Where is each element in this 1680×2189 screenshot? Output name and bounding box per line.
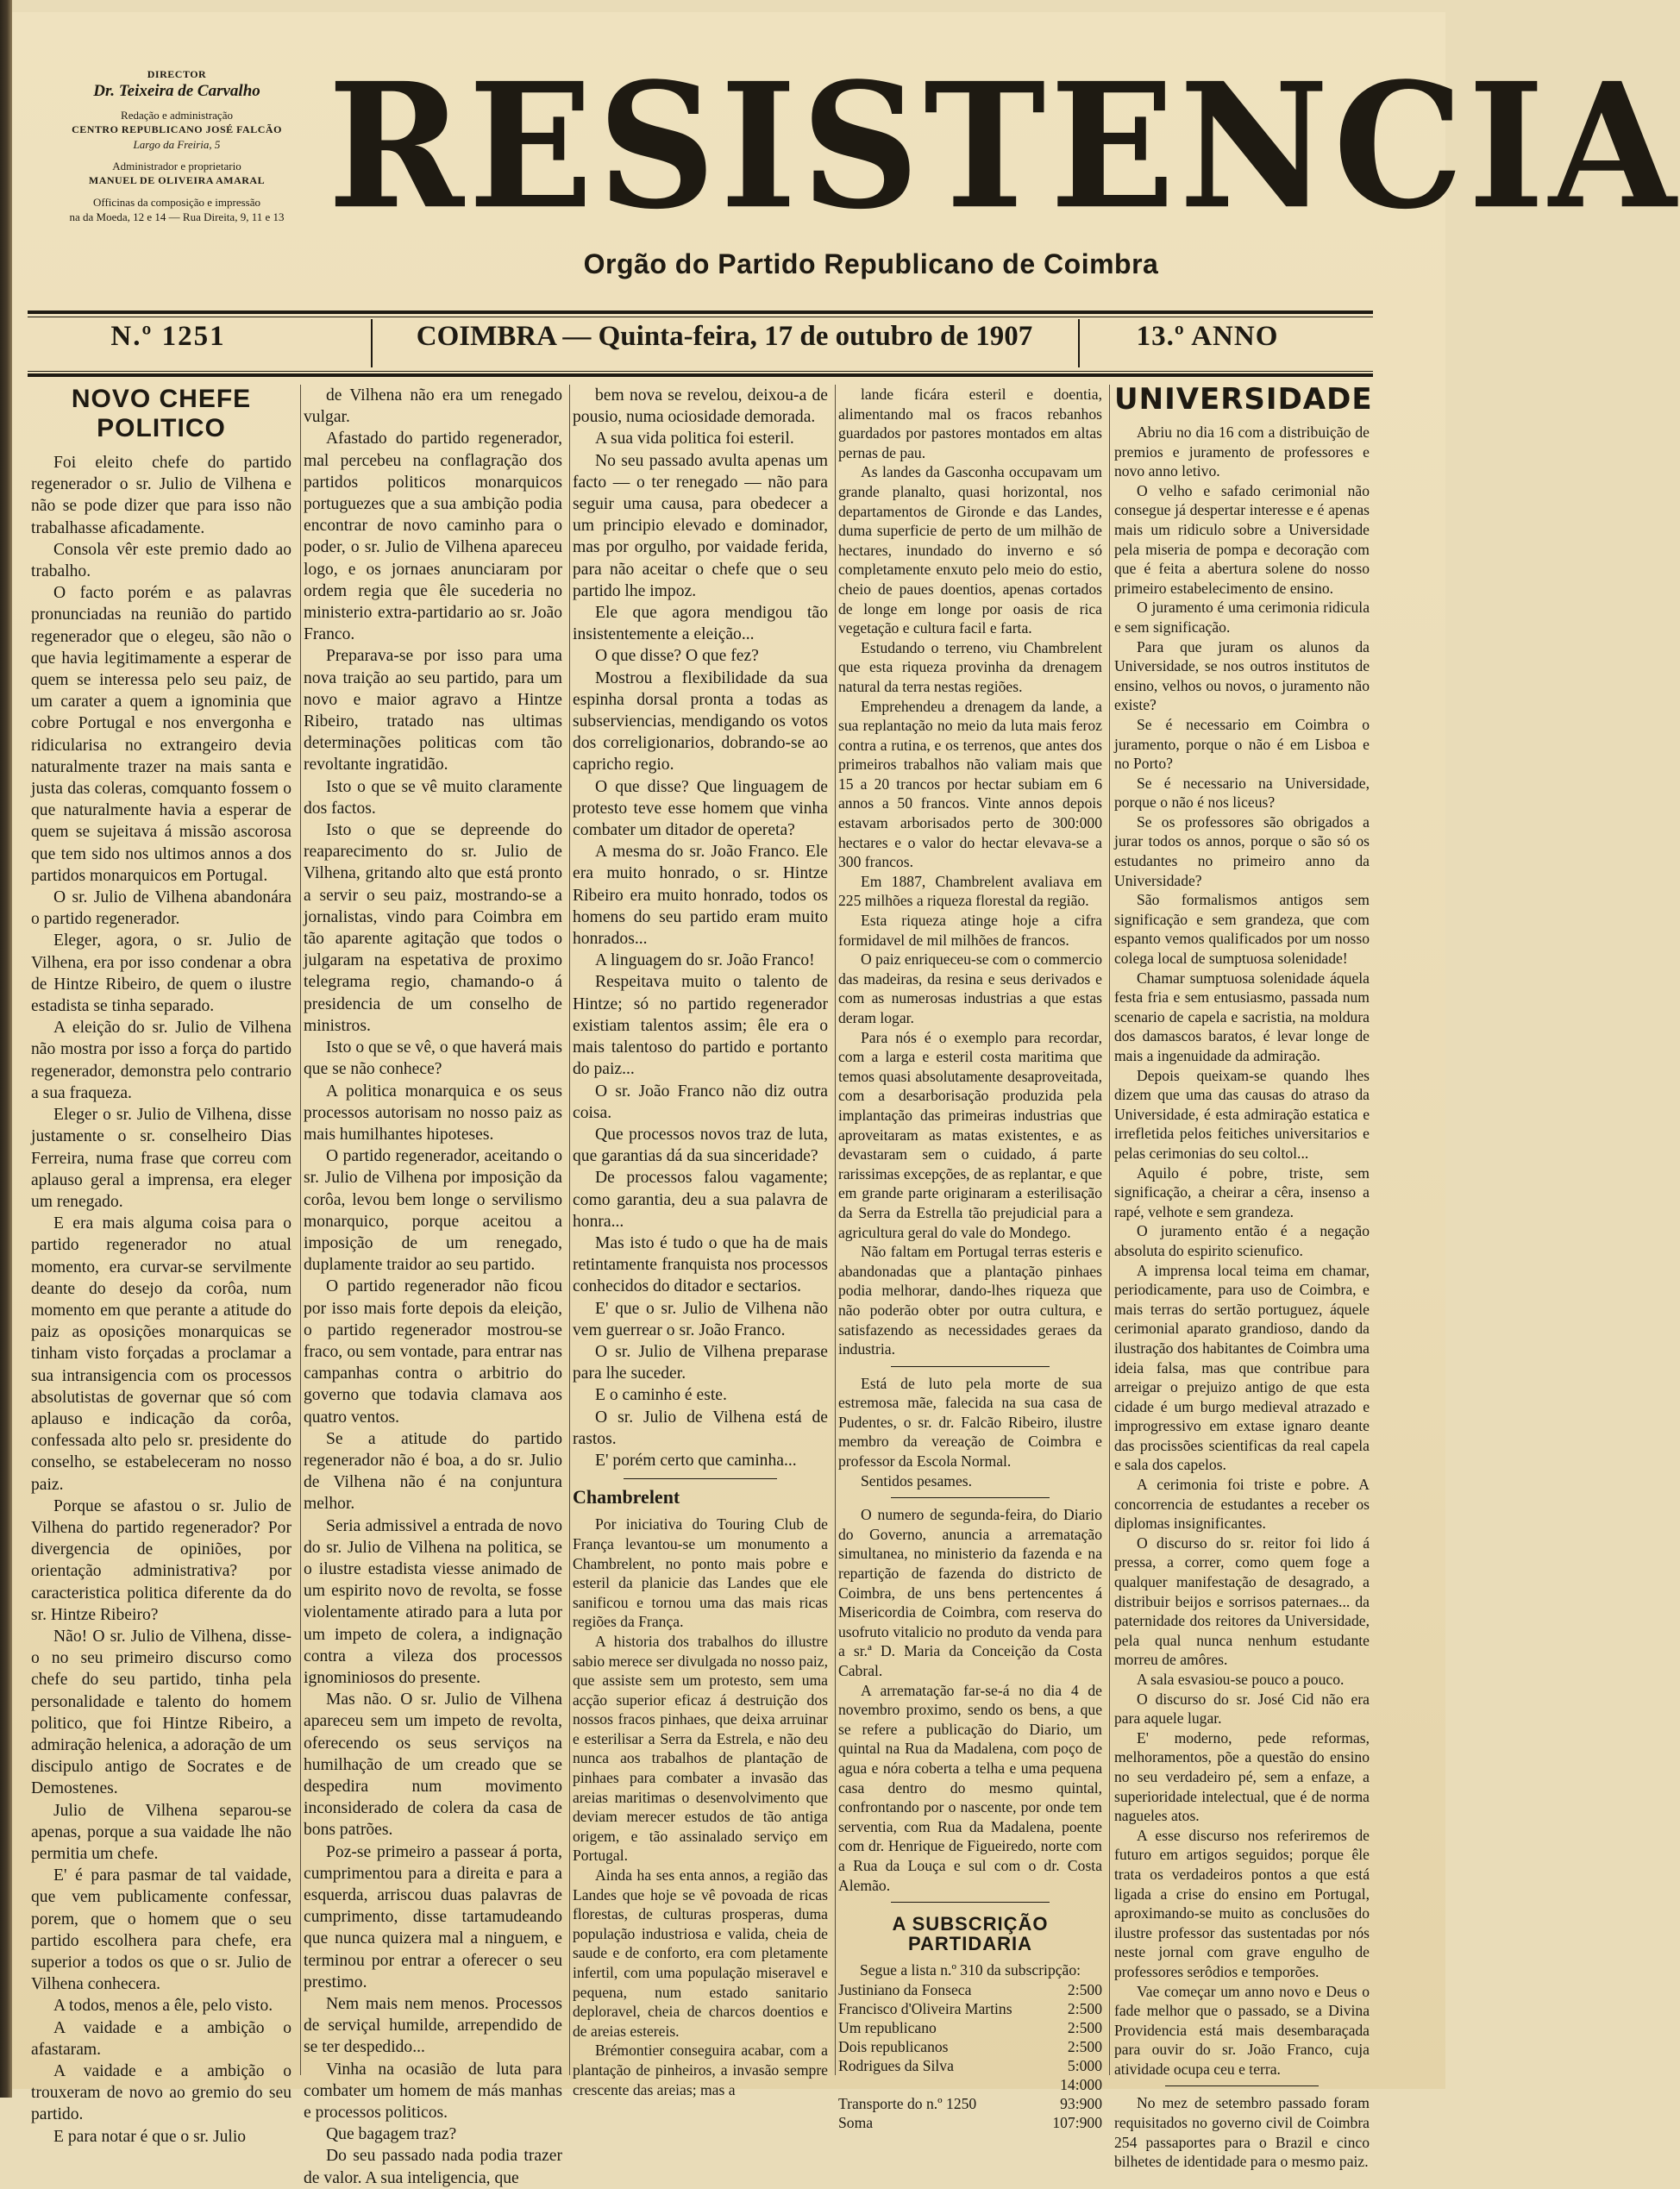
paragraph: Se é necessario em Coimbra o juramento, porque o não é em Lisboa e no Porto? [1114,715,1370,773]
paragraph: E' moderno, pede reformas, melhoramentos, põe a questão do ensino no seu verdadeiro pé, sem a enfaze, a superioridade intelectual, que é de norma nagueles atos. [1114,1728,1370,1825]
year-label: 13.º ANNO [1136,321,1279,352]
paragraph: O facto porém e as palavras pronunciadas na reunião do partido regenerador que o elegeu, são não o que havia legitimamente a esperar de quem se interessa pelo seu paiz, de um carater a quem a ignominia que cobre Portugal e nos envergonha e ridicularisa no extrangeiro devia naturalmente trazer na mais santa e justa das coleras, comquanto fossem o que naturalmente havia a esperar de quem se sujeitava á missão ascorosa que tem sido nos ultimos annos a dos partidos monarquicos em Portugal. [31,584,291,885]
paragraph: Por iniciativa do Touring Club de França levantou-se um monumento a Chambrelent, no ponto mais pobre e esteril da planicie das Landes que ele sanificou e tornou uma das mais ricas regiões da França. [573,1515,828,1631]
paragraph: Eleger o sr. Julio de Vilhena, disse justamente o sr. conselheiro Dias Ferreira, numa frase que correu com aplauso geral a imprensa, era eleger um renegado. [31,1106,291,1211]
paragraph: Não! O sr. Julio de Vilhena, disse-o no seu primeiro discurso como chefe do seu partido, tinha pela personalidade e talento do homem politico, que foi Hintze Ribeiro, a admiração helenica, a adoração de um discipulo antigo de Socrates e de Demostenes. [31,1627,291,1798]
subscription-row [838,2056,1102,2075]
paragraph: O paiz enriqueceu-se com o commercio das madeiras, da resina e seus derivados e com as numerosas industrias a que estas deram logar. [838,950,1102,1026]
subtotal-row-label [838,2075,1025,2094]
paragraph: Que bagagem traz? [326,2125,457,2144]
paragraph: Mas isto é tudo o que ha de mais retintamente franquista nos processos conhecidos do ditador e sectarios. [573,1233,828,1296]
dateline: COIMBRA — Quinta-feira, 17 de outubro de 1907 [416,321,1033,352]
paragraph: bem nova se revelou, deixou-a de pousio, numa ociosidade demorada. [573,386,828,427]
subscriber-name: Um republicano [838,2018,937,2036]
admin-name: MANUEL DE OLIVEIRA AMARAL [88,174,266,186]
paragraph: A historia dos trabalhos do illustre sabio merece ser divulgada no nosso paiz, que assiste sem um protesto, sem uma acção superior eficaz á destruição dos nossos fracos pinhaes, que deixa arruinar e esterilisar a Serra da Estrela, e não deu nunca aos trabalhos de plantação de pinhaes para combater a invasão das areias maritimas o desenvolvimento que deviam merecer estudos de tão antiga origem, e tão assinalado serviço em Portugal. [573,1632,828,1865]
paragraph: Isto o que se vê, o que haverá mais que se não conhece? [304,1038,562,1079]
subscription-amount: 5:000 [1067,2056,1102,2074]
redaction-place: CENTRO REPUBLICANO JOSÉ FALCÃO [72,123,282,135]
obituary-note: Sentidos pesames. [861,1471,973,1490]
subscription-row [838,1980,1102,1999]
auction-note: A arrematação far-se-á no dia 4 de novembro proximo, sendo os bens, a que se refere a publicação do Diario, um quintal na Rua da Madalena, com poço de agua e nóra coberta a telha e uma pequena casa dentro do mesmo quintal, confrontando por o nascente, por onde tem serventia, com Rua da Madalena, poente com dr. Henrique de Figueiredo, norte com a Rua da Louça e sul com o dr. Costa Alemão. [838,1681,1102,1894]
paragraph: Foi eleito chefe do partido regenerador o sr. Julio de Vilhena e não se pode dizer que para isso não trabalhasse aficadamente. [31,454,291,537]
paragraph: E' porém certo que caminha... [595,1451,797,1470]
paragraph: Não faltam em Portugal terras esteris e abandonadas que a plantação pinhaes podia melhorar, dando-lhes riqueza que não poderão obter por outra cultura, e satisfazendo as necessidades geraes da industria. [838,1243,1102,1358]
paragraph: Abriu no dia 16 com a distribuição de premios e juramento de professores e novo anno letivo. [1114,423,1370,480]
paragraph: Aquilo é pobre, triste, sem significação, a cheirar a cêra, insenso a rapé, velhote e sem grandeza. [1114,1163,1370,1220]
total-row [838,2113,1102,2132]
paragraph: Consola vêr este premio dado ao trabalho. [31,540,291,581]
paragraph: Ele que agora mendigou tão insistentemente a eleição... [573,604,828,644]
passport-note: No mez de setembro passado foram requisitados no governo civil de Coimbra 254 passaportes para o Brazil e cinco bilhetes de identidade para o mesmo paiz. [1114,2094,1370,2171]
subscription-row [838,2018,1102,2037]
paragraph: O discurso do sr. reitor foi lido á pressa, a correr, como quem foge a qualquer manifestação de desagrado, a distribuir beijos e sorrisos paternaes... da paternidade dos reitores da Universidade, pela qual nunca nenhum estudante morreu de amôres. [1114,1534,1370,1669]
paragraph: A sala esvasiou-se pouco a pouco. [1137,1671,1345,1688]
paragraph: O discurso do sr. José Cid não era para aquele lugar. [1114,1690,1370,1728]
subscriber-name: Francisco d'Oliveira Martins [838,1999,1012,2017]
newspaper-title: RESISTENCIA [328,45,1680,248]
masthead-info [34,67,319,224]
paragraph: A todos, menos a êle, pelo visto. [53,1997,273,2016]
paragraph: De processos falou vagamente; como garantia, deu a sua palavra de honra... [573,1169,828,1231]
paragraph: Esta riqueza atinge hoje a cifra formidavel de mil milhões de francos. [838,912,1102,949]
article-novo-chefe [31,385,291,2148]
section-divider [624,1478,777,1479]
offices-address: na da Moeda, 12 e 14 — Rua Direita, 9, 11 e 13 [69,210,285,223]
column-rule [569,385,570,2075]
article-heading: NOVO CHEFE POLITICO [71,385,252,442]
subscription-row [838,2037,1102,2056]
paragraph: Estudando o terreno, viu Chambrelent que esta riqueza provinha da drenagem natural da terra nestas regiões. [838,638,1102,695]
paragraph: O que disse? Que linguagem de protesto teve esse homem que vinha combater um ditador de opereta? [573,777,828,840]
issue-number: N.º 1251 [110,321,226,352]
paragraph: A vaidade e a ambição o trouxeram de novo ao gremio do seu partido. [31,2062,291,2124]
paragraph: Para que juram os alunos da Universidade, se nos outros institutos de ensino, velhos ou novos, o juramento não existe? [1114,637,1370,714]
paragraph: E' é para pasmar de tal vaidade, que vem publicamente confessar, porem, que o homem que o seu partido escolhera para chefe, era superior a todos os que o sr. Julio de Vilhena conhecera. [31,1866,291,1994]
paragraph: A cerimonia foi triste e pobre. A concorrencia de estudantes a receber os diplomas insignificantes. [1114,1476,1370,1533]
paragraph: Mas não. O sr. Julio de Vilhena apareceu sem um impeto de revolta, oferecendo os seus serviços na humilhação de um creado que se despedira num movimento inconsiderado de colera da casa de bons patrões. [304,1690,562,1840]
subscription-heading: A SUBSCRIÇÃO PARTIDARIA [892,1913,1049,1954]
paragraph: Poz-se primeiro a passear á porta, cumprimentou para a direita e para a esquerda, arriscou duas palavras de cumprimento, disse tartamudeando que nunca quizera mal a ninguem, e terminou por entrar a oferecer o seu prestimo. [304,1842,562,1991]
paragraph: São formalismos antigos sem significação e sem grandeza, que com espanto vemos qualificados por um nosso colega local de sumptuosa solenidade! [1114,891,1370,968]
paragraph: Eleger, agora, o sr. Julio de Vilhena, era por isso condenar a obra de Hintze Ribeiro, de quem o ilustre estadista se tinha separado. [31,931,291,1016]
section-divider [891,1497,1050,1498]
paragraph: A vaidade e a ambição o afastaram. [31,2018,291,2059]
subscriber-name: Rodrigues da Silva [838,2056,954,2074]
subscription-amount: 2:500 [1067,2037,1102,2055]
paragraph: O sr. Julio de Vilhena está de rastos. [573,1408,828,1448]
paragraph: A esse discurso nos referiremos de futuro em artigos seguidos; porque êle trata os verdadeiros pontos a que está ligada a crise do ensino em Portugal, aproximando-se muito as conclusões do ilustre professor das sustentadas por nós neste jornal com grave engulho de professores serôdios e temporões. [1114,1826,1370,1980]
paragraph: E o caminho é este. [595,1386,727,1405]
chambrelent-article [573,1515,828,2099]
masthead-rule-top [28,310,1373,314]
paragraph: O sr. Julio de Vilhena preparase para lhe suceder. [573,1342,828,1383]
paragraph: O sr. João Franco não diz outra coisa. [573,1082,828,1122]
column-rule [1109,385,1110,2075]
paragraph: Que processos novos traz de luta, que garantias dá da sua sinceridade? [573,1125,828,1166]
article-continuation [304,385,562,2189]
redaction-address: Largo da Freiria, 5 [133,138,221,151]
subscription-table [838,1980,1102,2132]
subscription-amount: 2:500 [1067,1999,1102,2017]
paragraph: No seu passado avulta apenas um facto — o ter renegado — não para seguir uma causa, para obedecer a um principio elevado e dominador, mas por orgulho, por vaidade ferida, para não aceitar o chefe que o seu partido lhe impoz. [573,451,828,600]
obituary-note: Está de luto pela morte de sua estremosa mãe, falecida na sua casa de Pudentes, o sr. dr. Falcão Ribeiro, ilustre membro da vereação de Coimbra e professor da Escola Normal. [838,1374,1102,1471]
paragraph: de Vilhena não era um renegado vulgar. [304,386,562,427]
section-divider [891,1902,1050,1903]
paragraph: Brémontier conseguira acabar, com a plantação de pinheiros, a invasão sempre crescente das areias; mas a [573,2042,828,2098]
subscription-amount: 2:500 [1067,2018,1102,2036]
chambrelent-heading: Chambrelent [573,1486,680,1508]
article-landes [838,385,1102,2132]
paragraph: A mesma do sr. João Franco. Ele era muito honrado, o sr. Hintze Ribeiro era muito honrado, todos os homens do seu partido eram muito honrados... [573,843,828,949]
paragraph: O partido regenerador, aceitando o sr. Julio de Vilhena por imposição da corôa, levou bem longe o servilismo monarquico, porque aceitou a imposição de um renegado, duplamente traidor ao seu partido. [304,1147,562,1275]
subtotal-row [838,2075,1102,2094]
paragraph: O velho e safado cerimonial não consegue já despertar interesse e é apenas mais um ridiculo sobre a Universidade pela miseria de pompa e decoração com que é feita a abertura solene do nosso primeiro estabelecimento de ensino. [1114,481,1370,597]
masthead-rule-bottom-thin [28,371,1373,372]
paragraph: Ainda ha ses enta annos, a região das Landes que hoje se vê povoada de ricas florestas, de culturas prosperas, duma população industriosa e valida, cheia de saude e de conforto, era com pletamente infertil, com uma população miseravel e pequena, num estado sanitario deploravel, cheia de charcos doentios e de areias estereis. [573,1866,828,2040]
paragraph: A linguagem do sr. João Franco! [595,951,815,970]
page-edge [0,0,12,2098]
subscription-amount: 2:500 [1067,1980,1102,1998]
transport-row-label: Transporte do n.º 1250 [838,2094,977,2112]
paragraph: Preparava-se por isso para uma nova traição ao seu partido, para um novo e maior agravo a Hintze Ribeiro, tratado nas ultimas determinações politicas com tão revoltante ingratidão. [304,647,562,775]
paragraph: Mostrou a flexibilidade da sua espinha dorsal pronta a todas as subserviencias, mendigando os votos dos correligionarios, dobrando-se ao capricho regio. [573,668,828,775]
transport-row-value: 93:900 [1060,2094,1102,2112]
paragraph: Chamar sumptuosa solenidade áquela festa fria e sem entusiasmo, passada num scenario de capela e sacristia, na moldura dos damascos baratos, é levar longe de mais a ingenuidade da admiração. [1114,969,1370,1064]
article-continuation-2 [573,385,828,2099]
paragraph: O juramento então é a negação absoluta do espirito scienufico. [1114,1222,1370,1259]
director-label: DIRECTOR [147,68,207,80]
paragraph: O partido regenerador não ficou por isso mais forte depois da eleição, o partido regenerador mostrou-se fraco, ou sem vontade, para entrar nas campanhas contra o arbitrio do governo que todavia clamava aos quatro ventos. [304,1277,562,1427]
masthead-rule-bottom [28,373,1373,377]
paragraph: lande ficára esteril e doentia, alimentando mal os fracos rebanhos guardados por pastores montados em altas pernas de pau. [838,386,1102,461]
paragraph: E era mais alguma coisa para o partido regenerador no atual momento, era curvar-se servilmente deante do desejo da corôa, num momento em que perante a atitude do paiz as oposições monarquicas se tinham visto forçadas a proclamar a sua intransigencia com os processos absolutistas de governar que só com aplauso e indicação da corôa, confessada alto pelo sr. presidente do conselho, se estabeleceram no nosso paiz. [31,1214,291,1494]
admin-label: Administrador e proprietario [112,160,241,172]
auction-note: O numero de segunda-feira, do Diario do Governo, anuncia a arrematação simultanea, no ministerio da fazenda e na repartição de fazenda do districto de Coimbra, de uns bens pertencentes á Misericordia de Coimbra, com reserva do usofruto vitalicio no produto da venda para a sr.ª D. Maria da Conceição da Costa Cabral. [838,1506,1102,1679]
subtotal-row-value: 14:000 [1060,2075,1102,2093]
director-name: Dr. Teixeira de Carvalho [93,82,260,100]
newspaper-subtitle: Orgão do Partido Republicano de Coimbra [583,248,1159,279]
total-row-label: Soma [838,2113,874,2131]
section-divider [891,1366,1050,1367]
paragraph: O sr. Julio de Vilhena abandonára o partido regenerador. [31,888,291,929]
subscriber-name: Justiniano da Fonseca [838,1980,972,1998]
paragraph: O que disse? O que fez? [595,647,759,666]
paragraph: A imprensa local teima em chamar, periodicamente, para uso de Coimbra, e mais terras do sertão portuguez, áquele cerimonial aparato grandioso, dando da ilustração dos habitantes de Coimbra uma ideia falsa, mas que contribue para arreigar o prejuizo antigo de que esta cidade é um burgo medieval atrazado e improgressivo em extase ignaro deante das procissões scientificas da real capela e sala dos capelos. [1114,1261,1370,1474]
paragraph: Isto o que se vê muito claramente dos factos. [304,777,562,818]
paragraph: A eleição do sr. Julio de Vilhena não mostra por isso a força do partido regenerador, demonstra pelo contrario a sua fraqueza. [31,1019,291,1102]
paragraph: Vinha na ocasião de luta para combater um homem de más manhas e processos politicos. [304,2060,562,2123]
paragraph: Se os professores são obrigados a jurar todos os annos, porque o são só os estudantes no primeiro anno da Universidade? [1114,812,1370,889]
column-rule [300,385,301,2075]
paragraph: Depois queixam-se quando lhes dizem que uma das causas do atraso da Universidade, é esta admiração estatica e irrefletida pelos feitiches universitarios e pelas cerimonias do seu coltol... [1114,1066,1370,1162]
paragraph: Se é necessario na Universidade, porque o não é nos liceus? [1114,774,1370,812]
redaction-label: Redação e administração [121,109,233,122]
paragraph: Julio de Vilhena separou-se apenas, porque a sua vaidade lhe não permitia um chefe. [31,1801,291,1863]
article-universidade [1114,382,1373,2172]
paragraph: Para nós é o exemplo para recordar, com a larga e esteril costa maritima que temos quasi absolutamente desaproveitada, com a desarborisação produzida pela implantação das primeiras industrias que aproveitaram as matas existentes, e as devastaram sem o cuidado, á parte rarissimas excepções, de as replantar, e que em grande parte originaram a esterilisação da Serra da Estrella tão prejudicial para a agricultura geral do vale do Mondego. [838,1028,1102,1241]
paragraph: A politica monarquica e os seus processos autorisam no nosso paiz as mais humilhantes hipoteses. [304,1082,562,1144]
paragraph: Emprehendeu a drenagem da lande, a sua replantação no meio da luta mais feroz contra a rutina, e os terrenos, que antes dos primeiros trabalhos não valiam mais que 15 a 20 trancos por hectar subiam em 6 annos a 50 francos. Vinte annos depois estavam arborisados perto de 300:000 hectares e o valor do hectar elevava-se a 300 francos. [838,697,1102,871]
paragraph: Isto o que se depreende do reaparecimento do sr. Julio de Vilhena, gritando alto que está pronto a servir o seu paiz, mostrando-se a jornalistas, vindo para Coimbra em tão aparente agitação que todos o julgaram na espetativa de proximo telegrama regio, chamando-o á presidencia de um conselho de ministros. [304,821,562,1035]
offices-label: Officinas da composição e impressão [93,196,260,209]
total-row-value: 107:900 [1052,2113,1102,2131]
paragraph: Respeitava muito o talento de Hintze; só no partido regenerador existiam talentos assim; êle era o mais talentoso do partido e portanto do paiz... [573,973,828,1079]
column-rule [835,385,836,2075]
paragraph: As landes da Gasconha occupavam um grande planalto, quasi horizontal, nos departamentos de Gironde e das Landes, duma superficie de perto de um milhão de hectares, inundado do inverno e só completamente enxuto pelo meio do estio, cheio de paues doentios, apenas cortados de longe em longe por oasis de rica vegetação e cultura facil e farta. [838,463,1102,637]
paragraph: Seria admissivel a entrada de novo do sr. Julio de Vilhena na politica, se o ilustre estadista viesse animado de um espirito novo de revolta, se fosse violentamente atirado para a luta por um impeto de colera, a indignação contra a vileza dos processos ignominiosos do presente. [304,1516,562,1687]
paragraph: Vae começar um anno novo e Deus o fade melhor que o passado, se a Divina Providencia está mais desembaraçada para ouvir do sr. João Franco, cuja atividade ocupa ceu e terra. [1114,1982,1370,2078]
paragraph: Afastado do partido regenerador, mal percebeu na conflagração dos partidos politicos monarquicos portuguezes que a sua ambição podia encontrar de novo caminho para o poder, o sr. Julio de Vilhena apareceu logo, e os jornaes anunciaram por ordem regia que êle sucederia no ministerio extra-partidario ao sr. João Franco. [304,430,562,644]
paragraph: Nem mais nem menos. Processos de serviçal humilde, arrependido de se ter despedido... [304,1995,562,2057]
paragraph: E para notar é que o sr. Julio [53,2127,247,2146]
paragraph: Em 1887, Chambrelent avaliava em 225 milhões a riqueza florestal da região. [838,872,1102,910]
subscriber-name: Dois republicanos [838,2037,949,2055]
subscription-intro: Segue a lista n.º 310 da subscripção: [859,1961,1081,1979]
transport-row [838,2094,1102,2113]
universidade-heading: UNIVERSIDADE [1114,382,1373,417]
paragraph: E' que o sr. Julio de Vilhena não vem guerrear o sr. João Franco. [573,1299,828,1339]
paragraph: Porque se afastou o sr. Julio de Vilhena do partido regenerador? Por divergencia de opiniões, por orientação administrativa? por caracteristica politica diferente da do sr. Hintze Ribeiro? [31,1496,291,1624]
paragraph: Se a atitude do partido regenerador não é boa, a do sr. Julio de Vilhena não é na conjuntura melhor. [304,1429,562,1514]
subscription-row [838,1999,1102,2018]
paragraph: Do seu passado nada podia trazer de valor. A sua inteligencia, que [304,2147,562,2187]
paragraph: A sua vida politica foi esteril. [595,430,794,448]
paragraph: O juramento é uma cerimonia ridicula e sem significação. [1114,599,1370,636]
